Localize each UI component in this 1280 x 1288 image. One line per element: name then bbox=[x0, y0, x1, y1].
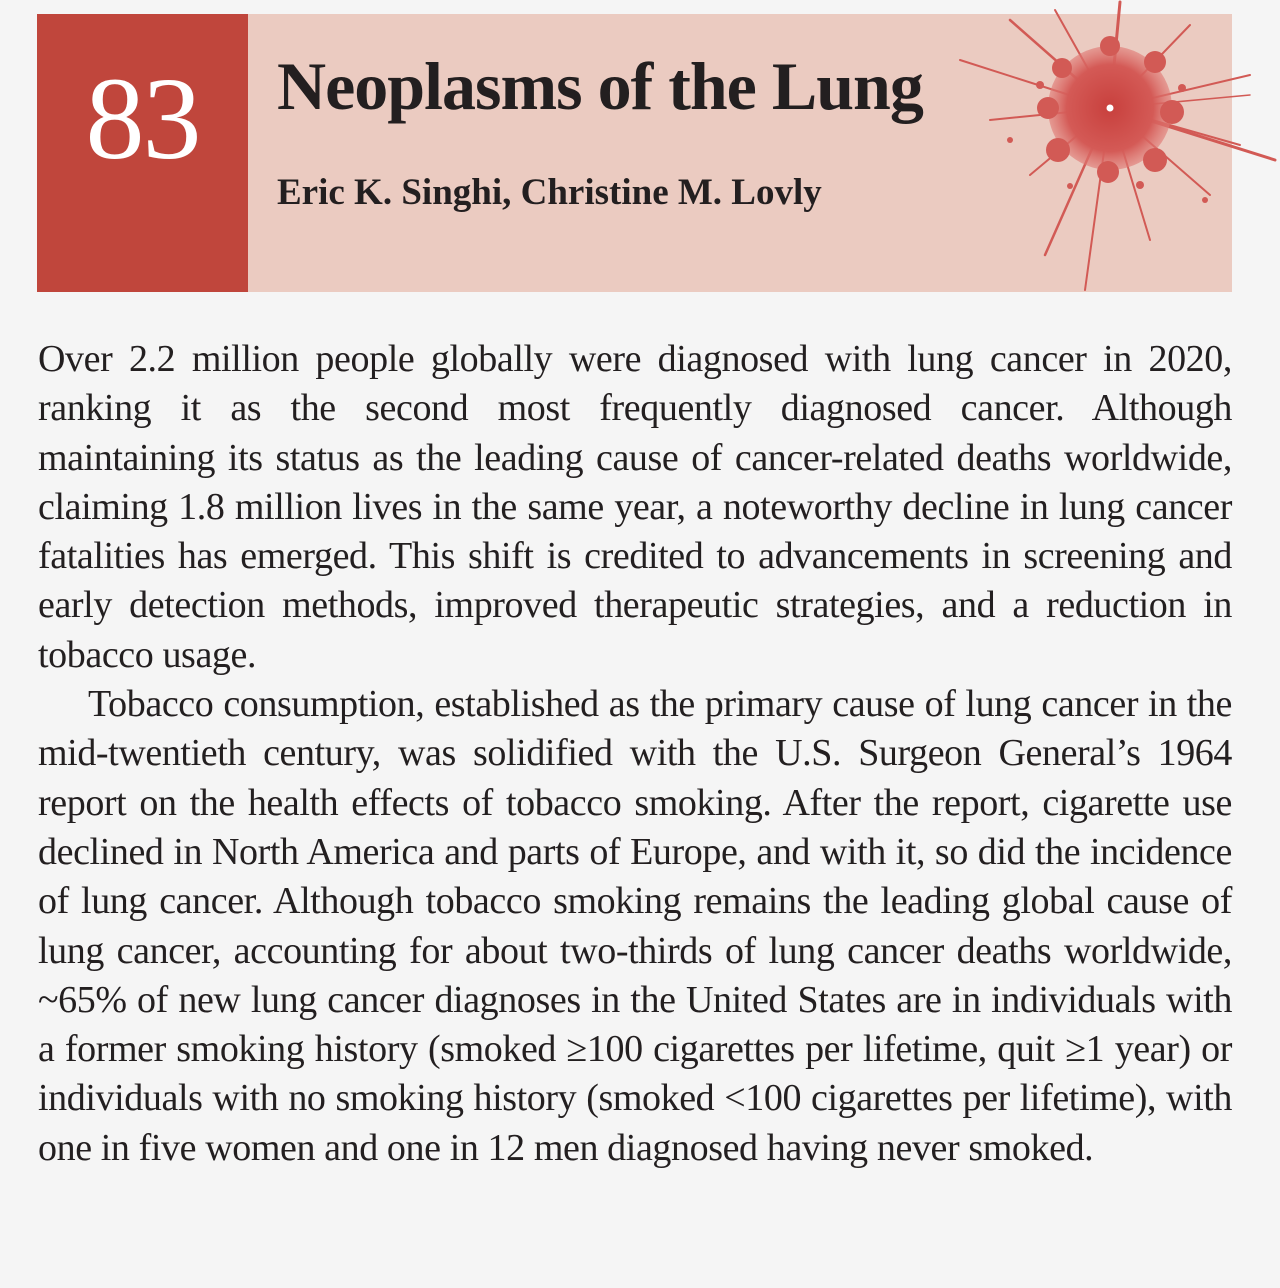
cell-splat-icon bbox=[950, 0, 1280, 300]
chapter-number: 83 bbox=[85, 53, 200, 184]
chapter-number-box bbox=[37, 14, 248, 292]
body-paragraph: Over 2.2 million people globally were diagnosed with lung cancer in 2020, ranking it as the second most frequently diagnosed cancer. Although maintaining its status as the leading cause of cancer-related deaths worldwide, claiming 1.8 million lives in the same year, a noteworthy decline in lung cancer fatalities has emerged. This shift is credited to advancements in screening and early detection methods, improved therapeutic strategies, and a reduction in tobacco usage. bbox=[38, 338, 1232, 676]
chapter-authors: Eric K. Singhi, Christine M. Lovly bbox=[277, 172, 822, 213]
chapter-title: Neoplasms of the Lung bbox=[277, 48, 923, 124]
body-text bbox=[38, 335, 1232, 1173]
body-paragraph: Tobacco consumption, established as the primary cause of lung cancer in the mid-twentieth century, was solidified with the U.S. Surgeon General’s 1964 report on the health effects of tobacco smoking. After the report, cigarette use declined in North America and parts of Europe, and with it, so did the incidence of lung cancer. Although tobacco smoking remains the leading global cause of lung cancer, accounting for about two-thirds of lung cancer deaths worldwide, ~65% of new lung cancer diagnoses in the United States are in individuals with a former smoking history (smoked ≥100 cigarettes per lifetime, quit ≥1 year) or individuals with no smoking history (smoked <100 cigarettes per lifetime), with one in five women and one in 12 men diagnosed having never smoked. bbox=[38, 683, 1232, 1169]
